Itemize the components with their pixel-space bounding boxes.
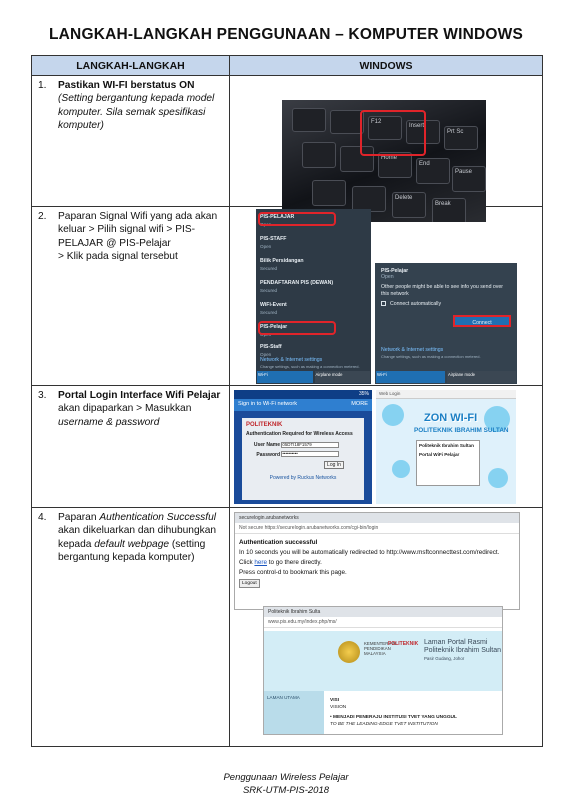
key-insert: Insert: [406, 120, 440, 144]
phone-header: Sign in to Wi-Fi network MORE: [234, 399, 372, 411]
step-1-note: (Setting bergantung kepada model komputer. Sila semak spesifikasi komputer): [58, 93, 215, 132]
footer-line-1: Penggunaan Wireless Pelajar: [223, 772, 349, 783]
web-login-page: [376, 390, 516, 504]
network-settings-hint: Change settings, such as making a connection metered.: [260, 364, 360, 369]
steps-table: [31, 55, 543, 747]
step-number: 1.: [38, 80, 47, 91]
here-link[interactable]: here: [254, 559, 268, 566]
quick-action-tiles: [256, 370, 371, 384]
side-menu[interactable]: LAMAN UTAMA: [264, 691, 324, 735]
brand-logo: POLITEKNIK: [246, 422, 283, 428]
page-title: LANGKAH-LANGKAH PENGGUNAAN – KOMPUTER WINDOWS: [49, 26, 523, 43]
wifi-tile[interactable]: Wi-Fi: [376, 371, 445, 383]
zon-wifi-banner: ZON WI-FI: [424, 412, 478, 424]
wifi-network-list: [256, 209, 371, 384]
airplane-tile[interactable]: Airplane mode: [315, 371, 371, 383]
address-bar[interactable]: www.pis.edu.my/index.php/ms/: [264, 617, 502, 628]
portal-title: Laman Portal Rasmi Politeknik Ibrahim Sultan Pasir Gudang, Johor: [424, 639, 502, 661]
airplane-tile[interactable]: Airplane mode: [447, 371, 516, 383]
password-label: Password: [256, 451, 280, 458]
header-windows: WINDOWS: [230, 56, 543, 76]
header-steps: LANGKAH-LANGKAH: [32, 56, 230, 76]
step-3-note: username & password: [58, 416, 160, 428]
wifi-item[interactable]: PIS-Pelajar Open: [260, 324, 288, 337]
highlight-box: [258, 321, 336, 335]
browser-tab[interactable]: Web Login: [376, 390, 516, 399]
powered-by: Powered by Ruckus Networks: [269, 474, 337, 481]
keyboard-photo: [282, 100, 486, 222]
key: [330, 110, 364, 134]
key: [292, 108, 326, 132]
step-4-note: (setting bergantung kepada komputer): [58, 538, 206, 564]
connect-button[interactable]: Connect: [453, 315, 511, 327]
step-1-main: Pastikan WI-FI berstatus ON: [58, 80, 195, 91]
wifi-connect-panel: [375, 263, 517, 384]
browser-tab[interactable]: securelogin.arubanetworks: [235, 513, 519, 523]
auth-heading: Authentication successful: [239, 539, 318, 546]
step-4-sub-italic: default webpage: [94, 538, 170, 550]
page-footer: [0, 771, 572, 797]
politeknik-logo: POLITEKNIK: [388, 641, 419, 647]
step-4-main-italic: Authentication Successful: [99, 512, 217, 523]
username-field[interactable]: 05DTI18F1579: [281, 442, 339, 448]
vision-section: VISI VISION • MENJADI PENERAJU INSTITUSI TVET YANG UNGGUL TO BE THE LEADING-EDGE TVET INSTITUTION: [330, 698, 457, 727]
phone-login-screen: [234, 390, 372, 504]
auto-checkbox[interactable]: [381, 301, 386, 306]
portal-hero: [264, 631, 503, 691]
step-4-main: Paparan: [58, 512, 97, 523]
click-text: Click: [239, 559, 253, 566]
step-2-sub: > Klik pada signal tersebut: [58, 251, 178, 263]
warning-text: Other people might be able to see info you send over this network: [381, 284, 503, 297]
web-line-1: Politeknik Ibrahim Sultan: [419, 443, 474, 448]
selected-status: Open: [381, 274, 394, 280]
wifi-item[interactable]: PENDAFTARAN PIS (DEWAN) Secured: [260, 280, 334, 293]
password-field[interactable]: ••••••••••: [281, 451, 339, 457]
web-line-2: Portal WiFi Pelajar: [419, 452, 460, 457]
step-2-image-cell: [230, 207, 543, 386]
wifi-item[interactable]: PIS-Staff Open: [260, 344, 282, 357]
step-4-text: [32, 508, 230, 747]
bookmark-text: Press control-d to bookmark this page.: [239, 569, 347, 576]
network-settings-link[interactable]: Network & Internet settings: [260, 357, 323, 363]
redirect-message: In 10 seconds you will be automatically redirected to http://www.msftconnecttest.com/redirect.: [239, 549, 500, 556]
wifi-item[interactable]: PIS-STAFF Open: [260, 236, 287, 249]
address-bar[interactable]: Not secure https://securelogin.arubanetworks.com/cgi-bin/login: [235, 523, 519, 534]
step-2-text: [32, 207, 230, 386]
key-break: Break: [432, 198, 466, 222]
auth-title: Authentication Required for Wireless Access: [246, 431, 353, 437]
auto-label: Connect automatically: [390, 301, 442, 307]
ministry-crest-icon: [338, 641, 360, 663]
ministry-text: KEMENTERIAN PENDIDIKAN MALAYSIA: [364, 641, 396, 656]
step-1-image-cell: [230, 76, 543, 207]
step-1-text: [32, 76, 230, 207]
step-2-main: Paparan Signal Wifi yang ada akan keluar > Pilih signal wifi > PIS-PELAJAR @ PIS-Pelajar: [58, 211, 218, 249]
step-number: 2.: [38, 211, 47, 222]
highlight-box: [258, 212, 336, 226]
login-button[interactable]: Log In: [324, 461, 344, 469]
wifi-item[interactable]: WiFi-Event Secured: [260, 302, 287, 315]
login-card: [242, 418, 364, 500]
phone-status-bar: 35%: [234, 390, 372, 399]
network-settings-link[interactable]: Network & Internet settings: [381, 347, 444, 353]
quick-action-tiles: [375, 370, 517, 384]
step-3-main: Portal Login Interface Wifi Pelajar: [58, 390, 221, 401]
username-label: User Name: [253, 442, 280, 449]
wifi-item[interactable]: PIS-PELAJAR Open: [260, 214, 295, 227]
auth-success-browser: [234, 512, 520, 610]
highlight-box: [360, 110, 426, 156]
footer-line-2: SRK-UTM-PIS-2018: [242, 785, 330, 796]
step-4-image-cell: [230, 508, 543, 747]
browser-tab[interactable]: Politeknik Ibrahim Sulta: [264, 607, 502, 617]
key: [312, 180, 346, 206]
step-3-image-cell: [230, 386, 543, 508]
key-end: End: [416, 158, 450, 184]
politeknik-banner: POLITEKNIK IBRAHIM SULTAN: [414, 427, 509, 434]
web-login-box: [416, 440, 480, 486]
key-pause: Pause: [452, 166, 486, 192]
key-f12: F12: [368, 116, 402, 140]
step-3-text: [32, 386, 230, 508]
key-delete: Delete: [392, 192, 426, 218]
default-webpage-browser: [263, 606, 503, 735]
network-settings-hint: Change settings, such as making a connection metered.: [381, 354, 481, 359]
step-number: 3.: [38, 390, 47, 401]
wifi-tile[interactable]: Wi-Fi: [257, 371, 313, 383]
wifi-item[interactable]: Bilik Persidangan Secured: [260, 258, 304, 271]
step-4-sub: akan dikeluarkan dan dihubungkan kepada: [58, 525, 217, 550]
key: [302, 142, 336, 168]
selected-network: PIS-Pelajar: [381, 268, 409, 274]
step-3-sub: akan dipaparkan > Masukkan: [58, 403, 192, 415]
click-text-post: to go there directly.: [268, 559, 322, 566]
key-prtsc: Prt Sc: [444, 126, 478, 150]
logout-button[interactable]: Logout: [239, 579, 260, 588]
step-number: 4.: [38, 512, 47, 523]
key-home: Home: [378, 152, 412, 178]
